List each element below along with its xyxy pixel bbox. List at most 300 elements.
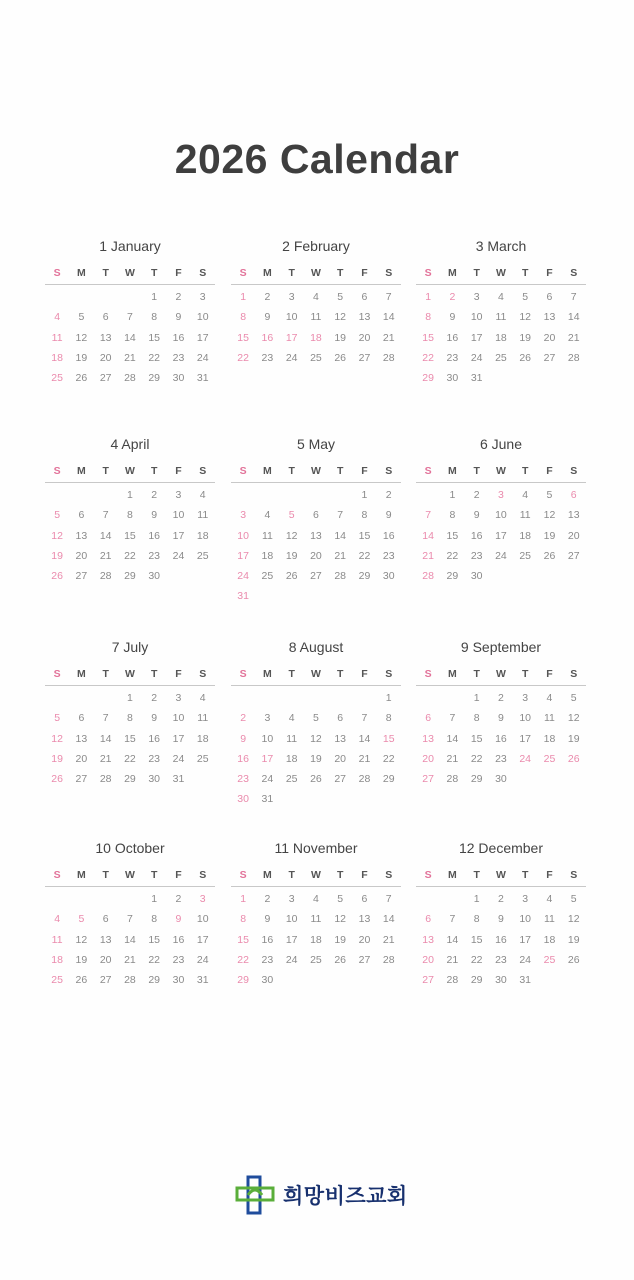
day-cell: 3 [175, 489, 182, 501]
day-cell: 25 [51, 372, 63, 385]
day-cell: 13 [75, 529, 88, 542]
day-cell: 21 [124, 953, 136, 966]
day-cell: 12 [567, 712, 580, 725]
day-cell: 30 [495, 974, 507, 987]
day-cell: 20 [99, 351, 112, 364]
month-name: 9 September [460, 639, 542, 655]
day-grid [45, 287, 215, 388]
day-cell: 23 [237, 773, 249, 786]
day-cell: 8 [425, 311, 432, 324]
day-cell: 1 [361, 489, 368, 501]
month-8 [231, 637, 401, 807]
weekday-label: T [473, 668, 480, 680]
day-cell: 11 [197, 509, 209, 522]
month-3 [416, 236, 586, 406]
day-cell: 23 [382, 549, 395, 562]
weekday-label: W [310, 465, 321, 477]
day-cell: 7 [127, 913, 133, 926]
weekday-header [45, 868, 215, 887]
day-cell: 27 [358, 953, 371, 966]
day-cell: 24 [172, 549, 185, 562]
day-cell: 8 [151, 311, 158, 324]
day-cell: 31 [261, 793, 274, 806]
day-cell: 9 [175, 913, 182, 926]
day-cell: 21 [358, 752, 371, 765]
day-cell: 6 [78, 712, 85, 725]
weekday-header [231, 868, 401, 887]
day-cell: 24 [470, 351, 483, 364]
weekday-label: T [150, 465, 158, 477]
weekday-label: S [199, 465, 207, 477]
weekday-label: T [102, 668, 109, 680]
day-cell: 7 [337, 509, 344, 522]
weekday-label: S [570, 668, 578, 680]
day-cell: 17 [495, 529, 507, 542]
day-cell: 14 [567, 311, 580, 324]
day-cell: 9 [498, 712, 504, 725]
day-cell: 30 [261, 974, 274, 987]
weekday-label: T [521, 668, 529, 680]
day-cell: 13 [358, 913, 371, 926]
day-cell: 7 [127, 311, 133, 324]
weekday-label: S [385, 465, 393, 477]
day-cell: 5 [570, 893, 577, 905]
day-cell: 5 [570, 692, 577, 704]
weekday-label: T [521, 869, 529, 881]
day-cell: 3 [264, 712, 271, 725]
day-cell: 8 [473, 913, 480, 926]
day-cell: 4 [264, 509, 271, 522]
day-cell: 4 [498, 291, 504, 303]
day-cell: 16 [495, 933, 507, 946]
day-cell: 27 [99, 372, 112, 385]
day-cell: 1 [151, 291, 158, 303]
weekday-label: M [263, 465, 272, 477]
day-cell: 12 [519, 311, 532, 324]
day-cell: 14 [99, 732, 112, 745]
day-cell: 31 [196, 974, 209, 987]
weekday-label: M [448, 465, 457, 477]
day-cell: 3 [522, 893, 529, 905]
day-cell: 31 [470, 372, 483, 385]
day-cell: 11 [519, 509, 531, 522]
month-name: 8 August [288, 639, 344, 655]
day-cell: 1 [127, 692, 133, 704]
day-cell: 9 [449, 311, 456, 324]
day-cell: 3 [199, 291, 206, 303]
day-cell: 13 [358, 311, 371, 324]
day-cell: 28 [124, 974, 136, 987]
weekday-label: F [546, 267, 553, 279]
weekday-label: S [424, 267, 432, 279]
page-title: 2026 Calendar [174, 136, 460, 182]
day-cell: 30 [237, 793, 249, 806]
day-cell: 5 [337, 291, 344, 303]
day-cell: 31 [196, 372, 209, 385]
day-cell: 17 [470, 331, 483, 344]
day-cell: 16 [495, 732, 507, 745]
day-cell: 5 [313, 712, 319, 725]
day-cell: 29 [470, 974, 483, 987]
day-cell: 5 [546, 489, 553, 501]
day-cell: 3 [288, 893, 295, 905]
day-grid [416, 688, 586, 789]
day-cell: 20 [358, 331, 371, 344]
day-cell: 13 [310, 529, 322, 542]
day-cell: 12 [567, 913, 580, 926]
weekday-header [416, 266, 586, 285]
day-cell: 29 [124, 773, 136, 786]
day-cell: 5 [54, 712, 61, 725]
month-6 [416, 434, 586, 604]
weekday-label: W [495, 465, 506, 477]
month-11 [231, 838, 401, 1008]
weekday-label: T [150, 869, 158, 881]
month-name: 5 May [296, 436, 336, 452]
day-cell: 23 [495, 953, 507, 966]
day-cell: 9 [264, 913, 271, 926]
day-cell: 4 [313, 893, 319, 905]
day-cell: 9 [240, 732, 247, 745]
day-cell: 26 [567, 752, 580, 765]
day-cell: 15 [148, 933, 161, 946]
day-cell: 22 [237, 953, 249, 966]
weekday-label: M [263, 668, 272, 680]
day-cell: 29 [148, 372, 161, 385]
day-cell: 31 [519, 974, 532, 987]
day-cell: 8 [240, 311, 247, 324]
day-cell: 8 [473, 712, 480, 725]
day-cell: 15 [237, 331, 249, 344]
day-cell: 6 [102, 913, 109, 926]
day-cell: 21 [382, 331, 395, 344]
day-cell: 11 [51, 331, 63, 344]
day-cell: 19 [543, 529, 556, 542]
day-cell: 12 [51, 529, 63, 542]
cross-logo-icon [235, 1175, 275, 1215]
day-cell: 28 [124, 372, 136, 385]
day-cell: 18 [310, 331, 322, 344]
day-cell: 14 [124, 933, 136, 946]
day-cell: 17 [261, 752, 274, 765]
weekday-label: S [424, 668, 432, 680]
day-cell: 25 [310, 953, 322, 966]
weekday-label: M [77, 869, 86, 881]
day-cell: 2 [175, 893, 182, 905]
day-cell: 22 [382, 752, 395, 765]
day-cell: 28 [334, 570, 347, 583]
weekday-header [45, 667, 215, 686]
weekday-label: W [310, 869, 321, 881]
weekday-label: T [336, 465, 344, 477]
day-cell: 16 [148, 529, 161, 542]
weekday-label: F [175, 668, 182, 680]
day-cell: 12 [310, 732, 322, 745]
month-1 [45, 236, 215, 406]
day-cell: 2 [240, 712, 247, 725]
day-grid [416, 485, 586, 586]
day-cell: 7 [385, 893, 392, 905]
day-cell: 25 [196, 752, 209, 765]
day-cell: 25 [543, 953, 556, 966]
day-cell: 31 [237, 590, 249, 603]
day-cell: 2 [151, 489, 158, 501]
weekday-label: T [521, 465, 529, 477]
day-cell: 3 [522, 692, 529, 704]
day-cell: 10 [261, 732, 274, 745]
day-cell: 14 [446, 732, 459, 745]
day-cell: 1 [449, 489, 456, 501]
day-cell: 19 [310, 752, 322, 765]
day-cell: 13 [422, 933, 434, 946]
day-cell: 15 [382, 732, 395, 745]
day-cell: 2 [151, 692, 158, 704]
day-cell: 10 [470, 311, 483, 324]
weekday-label: S [385, 869, 393, 881]
day-cell: 10 [285, 913, 298, 926]
weekday-label: F [546, 465, 553, 477]
day-cell: 27 [99, 974, 112, 987]
day-cell: 10 [172, 712, 185, 725]
weekday-label: T [288, 869, 295, 881]
weekday-label: T [150, 267, 158, 279]
day-cell: 24 [196, 953, 209, 966]
month-2 [231, 236, 401, 406]
day-cell: 20 [334, 752, 347, 765]
day-cell: 10 [495, 509, 507, 522]
day-cell: 25 [543, 752, 556, 765]
day-cell: 17 [519, 732, 532, 745]
month-name: 6 June [479, 436, 523, 452]
day-cell: 24 [261, 773, 274, 786]
month-10 [45, 838, 215, 1008]
day-grid [231, 485, 401, 607]
day-cell: 26 [334, 351, 347, 364]
day-cell: 20 [543, 331, 556, 344]
day-cell: 17 [196, 331, 209, 344]
day-cell: 16 [172, 331, 185, 344]
day-cell: 27 [75, 773, 88, 786]
day-cell: 22 [124, 549, 136, 562]
day-cell: 5 [54, 509, 61, 522]
day-cell: 13 [99, 331, 112, 344]
day-cell: 6 [361, 893, 368, 905]
day-cell: 7 [449, 913, 456, 926]
day-cell: 21 [422, 549, 434, 562]
day-cell: 18 [495, 331, 507, 344]
weekday-label: T [102, 869, 109, 881]
day-cell: 29 [446, 570, 459, 583]
day-cell: 22 [124, 752, 136, 765]
day-cell: 17 [237, 549, 249, 562]
weekday-label: S [199, 869, 207, 881]
day-cell: 5 [337, 893, 344, 905]
day-cell: 20 [75, 549, 88, 562]
day-cell: 25 [51, 974, 63, 987]
day-cell: 21 [334, 549, 347, 562]
day-cell: 14 [382, 311, 395, 324]
day-cell: 1 [473, 692, 480, 704]
day-cell: 11 [51, 933, 63, 946]
day-cell: 26 [75, 372, 88, 385]
day-cell: 2 [264, 291, 271, 303]
day-cell: 6 [102, 311, 109, 324]
month-12 [416, 838, 586, 1008]
weekday-label: T [288, 668, 295, 680]
weekday-header [231, 667, 401, 686]
day-cell: 11 [310, 913, 322, 926]
day-cell: 17 [172, 529, 185, 542]
day-cell: 8 [127, 712, 133, 725]
weekday-label: W [124, 465, 135, 477]
day-cell: 27 [422, 773, 434, 786]
day-cell: 28 [99, 773, 112, 786]
day-cell: 8 [127, 509, 133, 522]
day-cell: 24 [285, 953, 298, 966]
day-cell: 26 [310, 773, 322, 786]
day-cell: 13 [422, 732, 434, 745]
weekday-label: F [175, 465, 182, 477]
day-cell: 4 [546, 692, 553, 704]
day-cell: 24 [285, 351, 298, 364]
day-cell: 8 [449, 509, 456, 522]
day-cell: 2 [473, 489, 480, 501]
weekday-label: S [424, 869, 432, 881]
day-cell: 24 [519, 953, 532, 966]
day-cell: 15 [422, 331, 434, 344]
day-cell: 19 [567, 933, 580, 946]
day-cell: 28 [382, 351, 395, 364]
day-grid [45, 889, 215, 990]
day-cell: 1 [473, 893, 480, 905]
day-cell: 18 [543, 933, 556, 946]
day-cell: 15 [237, 933, 249, 946]
weekday-header [416, 464, 586, 483]
day-cell: 4 [546, 893, 553, 905]
weekday-label: S [199, 267, 207, 279]
weekday-label: M [263, 869, 272, 881]
weekday-label: S [570, 869, 578, 881]
weekday-label: S [53, 869, 61, 881]
day-cell: 24 [495, 549, 507, 562]
day-cell: 22 [470, 752, 483, 765]
day-cell: 24 [172, 752, 185, 765]
day-cell: 6 [546, 291, 553, 303]
day-cell: 27 [358, 351, 371, 364]
day-cell: 16 [148, 732, 161, 745]
day-cell: 18 [261, 549, 274, 562]
day-cell: 7 [570, 291, 577, 303]
day-cell: 9 [175, 311, 182, 324]
weekday-label: T [150, 668, 158, 680]
day-cell: 3 [473, 291, 480, 303]
day-cell: 27 [422, 974, 434, 987]
day-cell: 16 [237, 752, 249, 765]
day-cell: 23 [495, 752, 507, 765]
day-cell: 23 [261, 953, 274, 966]
weekday-label: M [263, 267, 272, 279]
weekday-label: S [570, 267, 578, 279]
day-cell: 27 [567, 549, 580, 562]
day-cell: 28 [358, 773, 371, 786]
day-cell: 29 [470, 773, 483, 786]
weekday-header [231, 464, 401, 483]
day-cell: 7 [385, 291, 392, 303]
weekday-label: W [124, 668, 135, 680]
day-cell: 22 [358, 549, 371, 562]
day-cell: 9 [385, 509, 392, 522]
day-cell: 5 [78, 311, 85, 324]
day-cell: 9 [498, 913, 504, 926]
weekday-label: F [546, 668, 553, 680]
day-cell: 8 [385, 712, 392, 725]
day-cell: 19 [75, 351, 88, 364]
day-cell: 14 [446, 933, 459, 946]
weekday-label: T [336, 869, 344, 881]
day-cell: 14 [382, 913, 395, 926]
day-cell: 8 [151, 913, 158, 926]
day-cell: 22 [422, 351, 434, 364]
day-cell: 3 [240, 509, 247, 522]
day-cell: 29 [124, 570, 136, 583]
day-cell: 14 [422, 529, 434, 542]
day-cell: 23 [261, 351, 274, 364]
month-name: 4 April [110, 436, 150, 452]
weekday-label: F [175, 267, 182, 279]
day-cell: 21 [446, 752, 459, 765]
weekday-label: S [239, 668, 247, 680]
day-cell: 12 [334, 311, 347, 324]
day-cell: 6 [425, 913, 432, 926]
day-cell: 21 [99, 752, 112, 765]
day-cell: 28 [567, 351, 580, 364]
day-cell: 3 [175, 692, 182, 704]
day-cell: 30 [148, 773, 161, 786]
day-cell: 15 [124, 732, 136, 745]
day-grid [231, 889, 401, 990]
day-cell: 24 [237, 570, 249, 583]
weekday-header [45, 464, 215, 483]
weekday-header [45, 266, 215, 285]
day-cell: 12 [285, 529, 298, 542]
month-name: 2 February [282, 238, 350, 254]
day-cell: 16 [172, 933, 185, 946]
day-cell: 12 [51, 732, 63, 745]
day-cell: 23 [172, 351, 185, 364]
day-cell: 1 [151, 893, 158, 905]
day-cell: 20 [567, 529, 580, 542]
day-cell: 27 [334, 773, 347, 786]
day-cell: 5 [288, 509, 295, 522]
weekday-label: F [546, 869, 553, 881]
day-cell: 7 [361, 712, 368, 725]
day-cell: 24 [196, 351, 209, 364]
month-name: 10 October [95, 840, 165, 856]
day-cell: 14 [124, 331, 136, 344]
day-cell: 29 [237, 974, 249, 987]
day-cell: 16 [382, 529, 395, 542]
weekday-label: T [473, 869, 480, 881]
day-cell: 16 [446, 331, 459, 344]
month-9 [416, 637, 586, 807]
day-cell: 10 [172, 509, 185, 522]
weekday-label: S [239, 267, 247, 279]
day-cell: 28 [422, 570, 434, 583]
day-cell: 28 [446, 974, 459, 987]
day-cell: 29 [382, 773, 395, 786]
day-cell: 13 [99, 933, 112, 946]
day-cell: 8 [240, 913, 247, 926]
